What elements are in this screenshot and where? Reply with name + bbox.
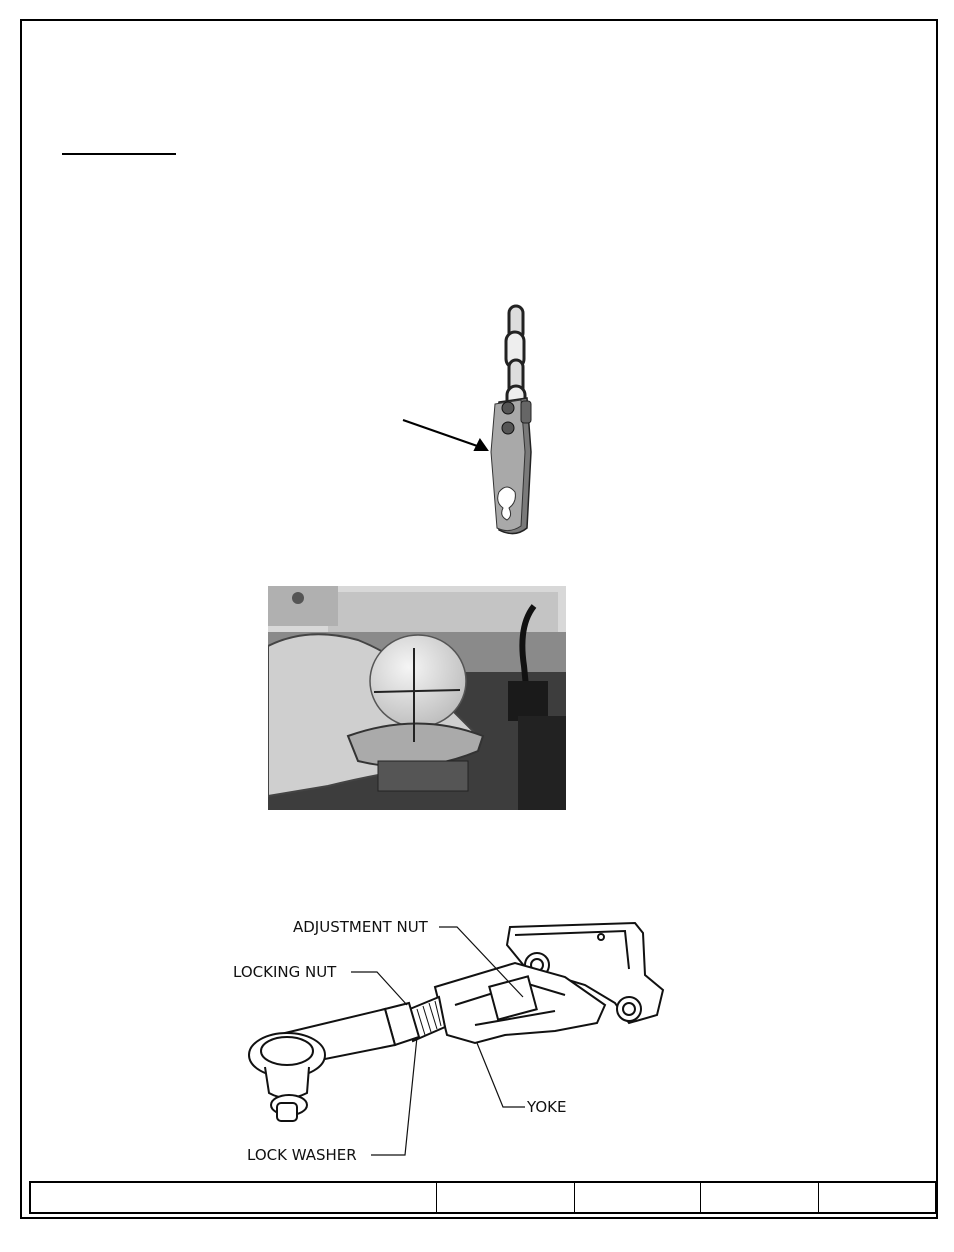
lock-washer-label: LOCK WASHER bbox=[247, 1146, 357, 1164]
footer-cell bbox=[819, 1183, 935, 1212]
yoke-label: YOKE bbox=[527, 1098, 567, 1116]
hitch-ball-photo bbox=[268, 586, 566, 810]
yoke-assembly-figure bbox=[225, 905, 705, 1170]
locking-nut-label: LOCKING NUT bbox=[233, 963, 337, 981]
bracket-plate-icon bbox=[491, 398, 531, 534]
adjustment-nut-label: ADJUSTMENT NUT bbox=[293, 918, 428, 936]
footer-cell bbox=[31, 1183, 437, 1212]
assembly-drawing bbox=[249, 923, 663, 1121]
footer-cell bbox=[701, 1183, 819, 1212]
footer-title-block bbox=[29, 1181, 937, 1214]
footer-cell bbox=[575, 1183, 701, 1212]
heading-underline bbox=[62, 153, 176, 155]
pointer-arrow bbox=[403, 420, 487, 450]
chain-icon bbox=[506, 306, 525, 414]
footer-cell bbox=[437, 1183, 575, 1212]
chain-bracket-figure bbox=[395, 302, 545, 540]
